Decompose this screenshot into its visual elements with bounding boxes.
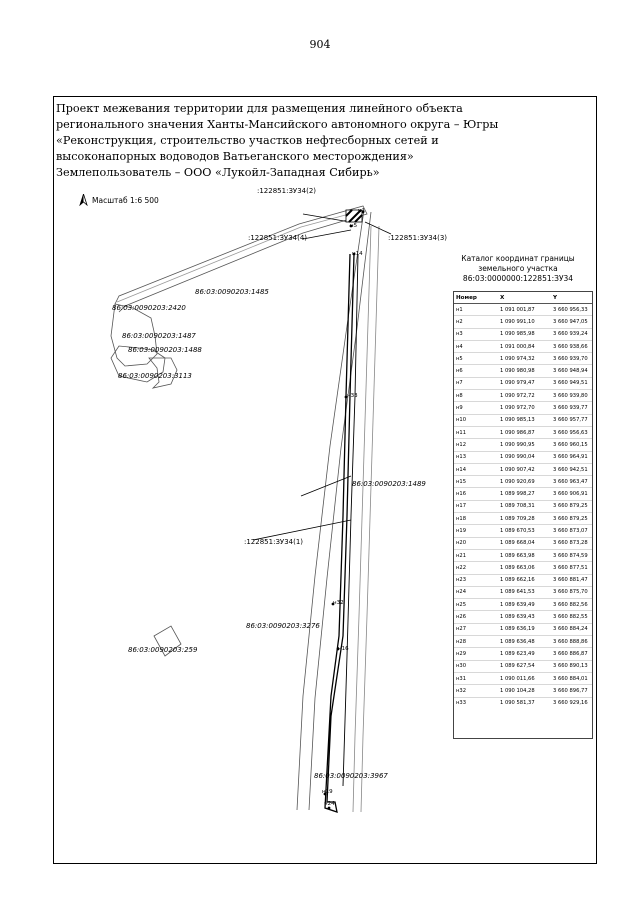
point-number-cell: н31 bbox=[454, 672, 498, 684]
x-coordinate-cell: 1 090 104,28 bbox=[498, 685, 551, 697]
corridor-line-b bbox=[361, 226, 379, 812]
y-coordinate-cell: 3 660 956,63 bbox=[551, 426, 592, 438]
x-coordinate-cell: 1 090 979,47 bbox=[498, 377, 551, 389]
point-label: н19 bbox=[322, 789, 333, 795]
x-coordinate-cell: 1 091 000,84 bbox=[498, 340, 551, 352]
point-number-cell: н26 bbox=[454, 611, 498, 623]
point-number-cell: н11 bbox=[454, 426, 498, 438]
x-coordinate-cell: 1 091 001,87 bbox=[498, 304, 551, 316]
y-coordinate-cell: 3 660 929,16 bbox=[551, 697, 592, 709]
y-coordinate-cell: 3 660 949,51 bbox=[551, 377, 592, 389]
table-row bbox=[454, 697, 592, 709]
table-row bbox=[454, 549, 592, 561]
scale-legend bbox=[79, 194, 159, 206]
x-coordinate-cell: 1 090 907,42 bbox=[498, 463, 551, 475]
y-coordinate-cell: 3 660 879,25 bbox=[551, 513, 592, 525]
x-coordinate-cell: 1 090 974,32 bbox=[498, 353, 551, 365]
table-row bbox=[454, 316, 592, 328]
table-row bbox=[454, 377, 592, 389]
y-coordinate-cell: 3 660 964,91 bbox=[551, 451, 592, 463]
x-coordinate-cell: 1 089 636,19 bbox=[498, 623, 551, 635]
table-row bbox=[454, 304, 592, 316]
point-number-cell: н15 bbox=[454, 476, 498, 488]
table-row bbox=[454, 476, 592, 488]
plot-zu34-boundary bbox=[325, 254, 354, 812]
y-coordinate-cell: 3 660 947,05 bbox=[551, 316, 592, 328]
point-number-cell: н33 bbox=[454, 697, 498, 709]
point-number-cell: н24 bbox=[454, 586, 498, 598]
y-coordinate-cell: 3 660 939,70 bbox=[551, 353, 592, 365]
table-row bbox=[454, 636, 592, 648]
y-coordinate-cell: 3 660 884,24 bbox=[551, 623, 592, 635]
catalog-title-line: земельного участка bbox=[478, 264, 558, 273]
point-number-cell: н20 bbox=[454, 537, 498, 549]
point-number-cell: н28 bbox=[454, 636, 498, 648]
table-row bbox=[454, 390, 592, 402]
table-row bbox=[454, 623, 592, 635]
coordinate-table-body bbox=[454, 304, 592, 709]
title-line: Проект межевания территории для размещения линейного объекта bbox=[56, 102, 463, 115]
y-coordinate-cell: 3 660 877,51 bbox=[551, 562, 592, 574]
x-coordinate-cell: 1 089 998,27 bbox=[498, 488, 551, 500]
y-coordinate-cell: 3 660 960,15 bbox=[551, 439, 592, 451]
x-coordinate-cell: 1 089 663,06 bbox=[498, 562, 551, 574]
point-number-cell: н7 bbox=[454, 377, 498, 389]
x-coordinate-cell: 1 089 670,53 bbox=[498, 525, 551, 537]
point-number-cell: н29 bbox=[454, 648, 498, 660]
point-label: н1 bbox=[358, 208, 366, 214]
cadastral-map bbox=[53, 96, 443, 836]
label-parcel-1487: 86:03:0090203:1487 bbox=[122, 332, 196, 340]
table-row bbox=[454, 488, 592, 500]
y-coordinate-cell: 3 660 873,28 bbox=[551, 537, 592, 549]
table-row bbox=[454, 463, 592, 475]
label-parcel-3276: 86:03:0090203:3276 bbox=[246, 622, 320, 630]
point-number-cell: н23 bbox=[454, 574, 498, 586]
y-coordinate-cell: 3 660 890,13 bbox=[551, 660, 592, 672]
x-coordinate-cell: 1 090 990,04 bbox=[498, 451, 551, 463]
scale-label: Масштаб 1:6 500 bbox=[92, 195, 159, 205]
point-number-cell: н25 bbox=[454, 599, 498, 611]
y-coordinate-cell: 3 660 884,01 bbox=[551, 672, 592, 684]
x-coordinate-cell: 1 089 662,16 bbox=[498, 574, 551, 586]
x-coordinate-cell: 1 089 636,48 bbox=[498, 636, 551, 648]
label-zu34-2: :122851:ЗУ34(2) bbox=[257, 187, 317, 195]
title-line: высоконапорных водоводов Ватьеганского месторождения» bbox=[56, 150, 414, 163]
table-row bbox=[454, 426, 592, 438]
point-number-cell: н27 bbox=[454, 623, 498, 635]
x-coordinate-cell: 1 089 641,53 bbox=[498, 586, 551, 598]
corridor-line-a bbox=[353, 226, 371, 812]
column-header-x: X bbox=[498, 292, 551, 304]
y-coordinate-cell: 3 660 938,66 bbox=[551, 340, 592, 352]
point-number-cell: н21 bbox=[454, 549, 498, 561]
table-row bbox=[454, 599, 592, 611]
label-zu34-3: :122851:ЗУ34(3) bbox=[388, 234, 448, 242]
label-parcel-1489: 86:03:0090203:1489 bbox=[352, 480, 426, 488]
table-row bbox=[454, 685, 592, 697]
point-number-cell: н6 bbox=[454, 365, 498, 377]
column-header-y: Y bbox=[551, 292, 592, 304]
table-row bbox=[454, 672, 592, 684]
point-number-cell: н14 bbox=[454, 463, 498, 475]
label-zu34-4: :122851:ЗУ34(4) bbox=[248, 234, 308, 242]
point-label: н32 bbox=[333, 600, 344, 606]
point-label: н24 bbox=[324, 801, 335, 807]
y-coordinate-cell: 3 660 939,80 bbox=[551, 390, 592, 402]
x-coordinate-cell: 1 089 663,98 bbox=[498, 549, 551, 561]
y-coordinate-cell: 3 660 882,55 bbox=[551, 611, 592, 623]
x-coordinate-cell: 1 089 708,31 bbox=[498, 500, 551, 512]
point-number-cell: н13 bbox=[454, 451, 498, 463]
table-row bbox=[454, 525, 592, 537]
table-row bbox=[454, 340, 592, 352]
y-coordinate-cell: 3 660 957,77 bbox=[551, 414, 592, 426]
label-parcel-259: 86:03:0090203:259 bbox=[128, 646, 198, 654]
column-header-number: Номер bbox=[454, 292, 498, 304]
point-number-cell: н32 bbox=[454, 685, 498, 697]
point-number-cell: н8 bbox=[454, 390, 498, 402]
point-number-cell: н30 bbox=[454, 660, 498, 672]
table-row bbox=[454, 513, 592, 525]
y-coordinate-cell: 3 660 942,51 bbox=[551, 463, 592, 475]
point-number-cell: н17 bbox=[454, 500, 498, 512]
table-row bbox=[454, 574, 592, 586]
x-coordinate-cell: 1 089 668,04 bbox=[498, 537, 551, 549]
table-row bbox=[454, 414, 592, 426]
x-coordinate-cell: 1 090 990,95 bbox=[498, 439, 551, 451]
x-coordinate-cell: 1 089 627,54 bbox=[498, 660, 551, 672]
y-coordinate-cell: 3 660 896,77 bbox=[551, 685, 592, 697]
label-zu34-1: :122851:ЗУ34(1) bbox=[244, 538, 304, 546]
table-row bbox=[454, 439, 592, 451]
table-row bbox=[454, 500, 592, 512]
y-coordinate-cell: 3 660 888,86 bbox=[551, 636, 592, 648]
y-coordinate-cell: 3 660 874,59 bbox=[551, 549, 592, 561]
y-coordinate-cell: 3 660 873,07 bbox=[551, 525, 592, 537]
label-parcel-1485: 86:03:0090203:1485 bbox=[195, 288, 269, 296]
x-coordinate-cell: 1 089 639,43 bbox=[498, 611, 551, 623]
x-coordinate-cell: 1 090 985,98 bbox=[498, 328, 551, 340]
table-row bbox=[454, 365, 592, 377]
road-line-right bbox=[309, 212, 371, 810]
label-parcel-3113: 86:03:0090203:3113 bbox=[118, 372, 192, 380]
y-coordinate-cell: 3 660 906,91 bbox=[551, 488, 592, 500]
y-coordinate-cell: 3 660 875,70 bbox=[551, 586, 592, 598]
point-number-cell: н1 bbox=[454, 304, 498, 316]
table-row bbox=[454, 537, 592, 549]
table-row bbox=[454, 353, 592, 365]
x-coordinate-cell: 1 090 972,72 bbox=[498, 390, 551, 402]
point-number-cell: н4 bbox=[454, 340, 498, 352]
point-number-cell: н19 bbox=[454, 525, 498, 537]
table-row bbox=[454, 328, 592, 340]
point-number-cell: н5 bbox=[454, 353, 498, 365]
table-header-row bbox=[454, 292, 592, 304]
point-number-cell: н22 bbox=[454, 562, 498, 574]
x-coordinate-cell: 1 090 011,66 bbox=[498, 672, 551, 684]
point-number-cell: н3 bbox=[454, 328, 498, 340]
x-coordinate-cell: 1 089 639,49 bbox=[498, 599, 551, 611]
point-number-cell: н18 bbox=[454, 513, 498, 525]
point-label: н5 bbox=[350, 223, 358, 229]
table-row bbox=[454, 562, 592, 574]
y-coordinate-cell: 3 660 956,33 bbox=[551, 304, 592, 316]
label-parcel-3967: 86:03:0090203:3967 bbox=[314, 772, 388, 780]
x-coordinate-cell: 1 090 986,87 bbox=[498, 426, 551, 438]
catalog-title bbox=[446, 254, 590, 284]
x-coordinate-cell: 1 090 972,70 bbox=[498, 402, 551, 414]
y-coordinate-cell: 3 660 882,56 bbox=[551, 599, 592, 611]
point-label: н33 bbox=[347, 393, 358, 399]
x-coordinate-cell: 1 090 581,37 bbox=[498, 697, 551, 709]
x-coordinate-cell: 1 090 991,10 bbox=[498, 316, 551, 328]
x-coordinate-cell: 1 090 980,98 bbox=[498, 365, 551, 377]
north-arrow-icon bbox=[79, 194, 88, 206]
point-label: н14 bbox=[352, 251, 363, 257]
x-coordinate-cell: 1 089 623,49 bbox=[498, 648, 551, 660]
catalog-title-line: 86:03:0000000:122851:ЗУ34 bbox=[462, 274, 574, 283]
y-coordinate-cell: 3 660 881,47 bbox=[551, 574, 592, 586]
point-number-cell: н2 bbox=[454, 316, 498, 328]
y-coordinate-cell: 3 660 886,87 bbox=[551, 648, 592, 660]
point-label: н16 bbox=[338, 646, 349, 652]
y-coordinate-cell: 3 660 879,25 bbox=[551, 500, 592, 512]
table-row bbox=[454, 451, 592, 463]
point-number-cell: н16 bbox=[454, 488, 498, 500]
y-coordinate-cell: 3 660 939,24 bbox=[551, 328, 592, 340]
table-row bbox=[454, 648, 592, 660]
point-number-cell: н10 bbox=[454, 414, 498, 426]
y-coordinate-cell: 3 660 939,77 bbox=[551, 402, 592, 414]
title-line: регионального значения Ханты-Мансийского автономного округа – Югры bbox=[56, 118, 499, 131]
label-parcel-1488: 86:03:0090203:1488 bbox=[128, 346, 202, 354]
point-number-cell: н12 bbox=[454, 439, 498, 451]
table-row bbox=[454, 611, 592, 623]
table-row bbox=[454, 586, 592, 598]
y-coordinate-cell: 3 660 948,94 bbox=[551, 365, 592, 377]
x-coordinate-cell: 1 090 920,69 bbox=[498, 476, 551, 488]
x-coordinate-cell: 1 090 985,13 bbox=[498, 414, 551, 426]
title-line: Землепользователь – ООО «Лукойл-Западная Сибирь» bbox=[56, 166, 380, 179]
title-line: «Реконструкция, строительство участков нефтесборных сетей и bbox=[56, 134, 439, 147]
catalog-title-line: Каталог координат границы bbox=[461, 254, 575, 263]
table-row bbox=[454, 660, 592, 672]
y-coordinate-cell: 3 660 963,47 bbox=[551, 476, 592, 488]
x-coordinate-cell: 1 089 709,28 bbox=[498, 513, 551, 525]
table-row bbox=[454, 402, 592, 414]
label-parcel-2420: 86:03:0090203:2420 bbox=[112, 304, 186, 312]
point-number-cell: н9 bbox=[454, 402, 498, 414]
coordinate-table bbox=[454, 292, 592, 709]
page-number: 904 bbox=[309, 38, 331, 51]
